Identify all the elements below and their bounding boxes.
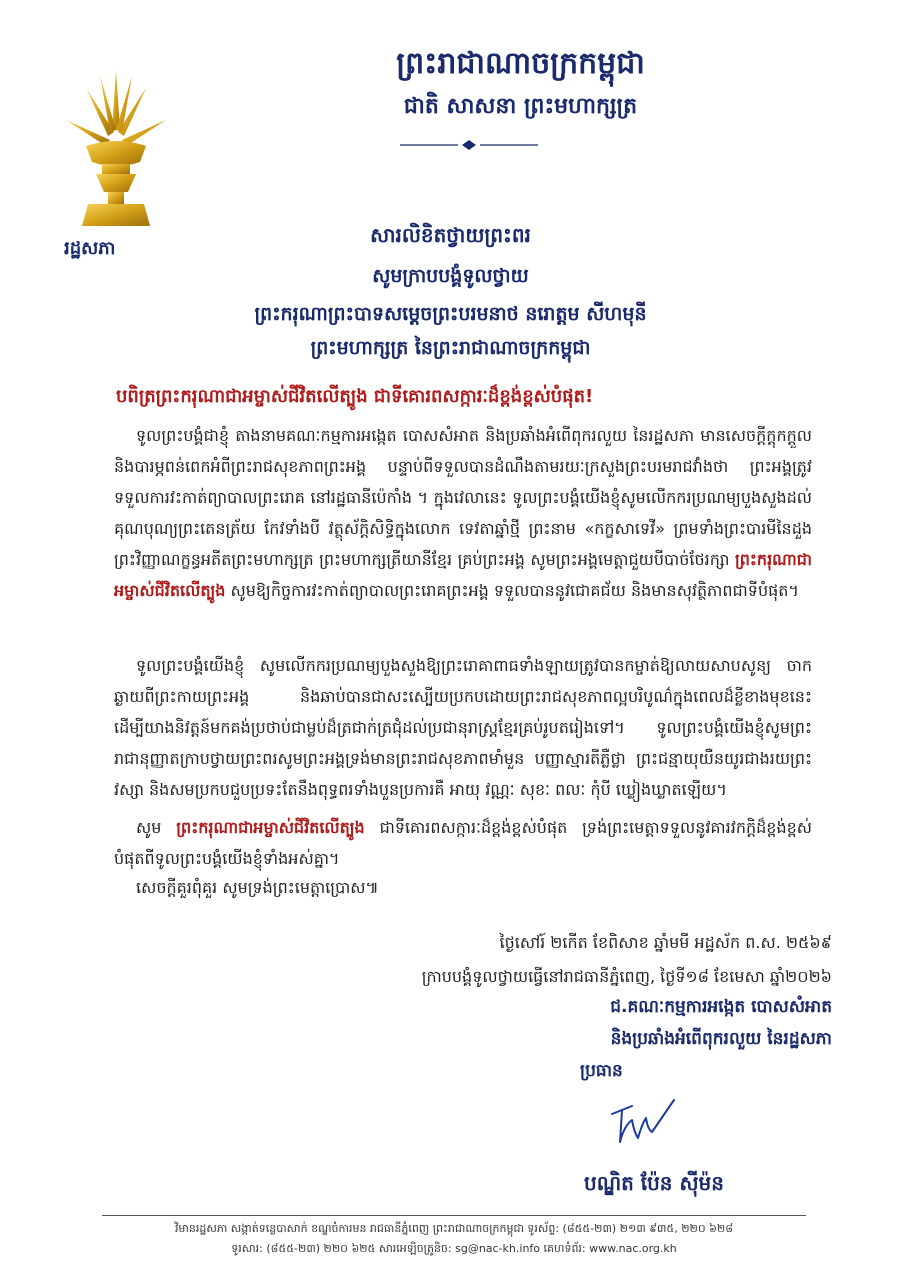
body-paragraph-2: ទូលព្រះបង្គំយើងខ្ញុំ សូមលើកករប្រណម្យបួងសួងឱ្យព្រះរោគាពាធទាំងឡាយត្រូវបានកម្ចាត់ឱ្យលាយសាបសូន្យ ចាកឆ្ងាយពីព្រះកាយព្រះអង្គ និងឆាប់បានជាសះស្បើយប្រកបដោយព្រះរាជសុខភាពល្អបរិបូណ៌ក្នុងពេលដ៏ខ្លីខាងមុខនេះ ដើម្បីយាងនិវត្តន៍មកគង់ប្រថាប់ជាម្លប់ដ៏ត្រជាក់ត្រជុំដល់ប្រជានុរាស្ត្រខ្មែរគ្រប់រូបតរៀងទៅ។ ទូលព្រះបង្គំយើងខ្ញុំសូមព្រះរាជានុញ្ញាតក្រាបថ្វាយព្រះពរសូមព្រះអង្គទ្រង់មានព្រះរាជសុខភាពមាំមួន បញ្ញាស្មារតីភ្លឺថ្លា ព្រះជន្មាយុយឺនយូរជាងរយព្រះវស្សា និងសមប្រកបជួបប្រទះតែនឹងពុទ្ធពរទាំងបួនប្រការគឺ អាយុ វណ្ណៈ សុខៈ ពលៈ កុំបី ឃ្លៀងឃ្លាតឡើយ។ — [114, 656, 812, 799]
highlight-king-title: ព្រះករុណាជាអម្ចាស់ជីវិតលើត្បូង — [176, 818, 365, 837]
closing-phrase: សេចក្តីគួរពុំគួរ សូមទ្រង់ព្រះមេត្តាប្រោស៕ — [136, 878, 379, 897]
committee-name-line-1: ជ.គណៈកម្មការអង្កេត បោសសំអាត — [610, 997, 832, 1017]
divider-ornament-icon — [398, 138, 540, 152]
signer-name: បណ្ឌិត ប៉ែន ស៊ីម៉ន — [584, 1171, 724, 1195]
solar-date: ក្រាបបង្គំទូលថ្វាយធ្វើនៅរាជធានីភ្នំពេញ, ថ្ងៃទី១៨ ខែមេសា ឆ្នាំ២០២៦ — [421, 967, 832, 986]
handwritten-signature-icon — [604, 1096, 684, 1156]
addressee-line-3: ព្រះមហាក្សត្រ នៃព្រះរាជាណាចក្រកម្ពុជា — [310, 337, 591, 359]
footer-address: វិមានរដ្ឋសភា សង្កាត់ទន្លេបាសាក់ ខណ្ឌចំការមន រាជធានីភ្នំពេញ ព្រះរាជាណាចក្រកម្ពុជា ទូរស័ព្ទ: (៨៥៥-២៣) ២១៣ ៩៣៥, ២២០ ៦២៨ — [174, 1222, 734, 1235]
addressee-line-1: សូមក្រាបបង្គំទូលថ្វាយ — [372, 265, 529, 287]
kingdom-heading: ព្រះរាជាណាចក្រកម្ពុជា — [396, 46, 645, 81]
addressee-line-2: ព្រះករុណាព្រះបាទសម្ដេចព្រះបរមនាថ នរោត្តម សីហមុនី — [254, 303, 647, 325]
document-title: សារលិខិតថ្វាយព្រះពរ — [370, 223, 531, 247]
footer-contact: ទូរសារ: (៨៥៥-២៣) ២២០ ៦២៥ សារអេឡិចត្រូនិច: sg@nac-kh.info គេហទំព័រ: www.nac.org.kh — [231, 1242, 677, 1255]
body-paragraph-1: ទូលព្រះបង្គំជាខ្ញុំ តាងនាមគណៈកម្មការអង្កេត បោសសំអាត និងប្រឆាំងអំពើពុករលួយ នៃរដ្ឋសភា មានសេចក្ដីក្ដុកក្ដួល និងបារម្ភពន់ពេកអំពីព្រះរាជសុខភាពព្រះអង្គ បន្ទាប់ពីទទួលបានដំណឹងតាមរយៈក្រសួងព្រះបរមរាជវាំងថា ព្រះអង្គត្រូវទទួលការវះកាត់ព្យាបាលព្រះរោគ នៅរដ្ឋធានីប៉េកាំង ។ ក្នុងវេលានេះ ទូលព្រះបង្គំយើងខ្ញុំសូមលើកករប្រណម្យបួងសួងដល់គុណបុណ្យព្រះតេនត្រ័យ កែវទាំងបី វត្ថុស័ក្ដិសិទ្ធិក្នុងលោក ទេវតាឆ្នាំថ្មី ព្រះនាម «កក្ខសាទេវី» ព្រមទាំងព្រះបារមីនៃដួងព្រះវិញ្ញាណក្ខន្ធអតីតព្រះមហាក្សត្រ ព្រះមហាក្សត្រីយានីខ្មែរ គ្រប់ព្រះអង្គ សូមព្រះអង្គមេត្តាជួយបីបាច់ថែរក្សា ព្រះករុណាជាអម្ចាស់ជីវិតលើត្បូង សូមឱ្យកិច្ចការវះកាត់ព្យាបាលព្រះរោគព្រះអង្គ ទទួលបាននូវជោគជ័យ និងមានសុវត្ថិភាពជាទីបំផុត។ — [114, 426, 813, 600]
body-paragraph-3: សូម ព្រះករុណាជាអម្ចាស់ជីវិតលើត្បូង ជាទីគោរពសក្ការៈដ៏ខ្ពង់ខ្ពស់បំផុត ទ្រង់ព្រះមេត្តាទទួលនូវគារវកក្តិដ៏ខ្ពង់ខ្ពស់បំផុតពីទូលព្រះបង្គំយើងខ្ញុំទាំងអស់គ្នា។ — [114, 818, 812, 868]
salutation-headline: បពិត្រព្រះករុណាជាអម្ចាស់ជីវិតលើត្បូង ជាទីគោរពសក្ការៈដ៏ខ្ពង់ខ្ពស់បំផុត! — [116, 386, 594, 407]
emblem-label: រដ្ឋសភា — [64, 238, 116, 259]
signer-role: ប្រធាន — [580, 1061, 623, 1081]
lunar-date: ថ្ងៃសៅរ៍ ២កើត ខែពិសាខ ឆ្នាំមមី អដ្ឋស័ក ព.ស. ២៥៦៩ — [499, 933, 832, 952]
national-motto: ជាតិ សាសនា ព្រះមហាក្សត្រ — [403, 94, 638, 119]
committee-name-line-2: និងប្រឆាំងអំពើពុករលួយ នៃរដ្ឋសភា — [610, 1029, 832, 1049]
highlight-king-title: ព្រះករុណាជាអម្ចាស់ជីវិតលើត្បូង — [114, 550, 812, 600]
footer-divider — [102, 1215, 806, 1216]
